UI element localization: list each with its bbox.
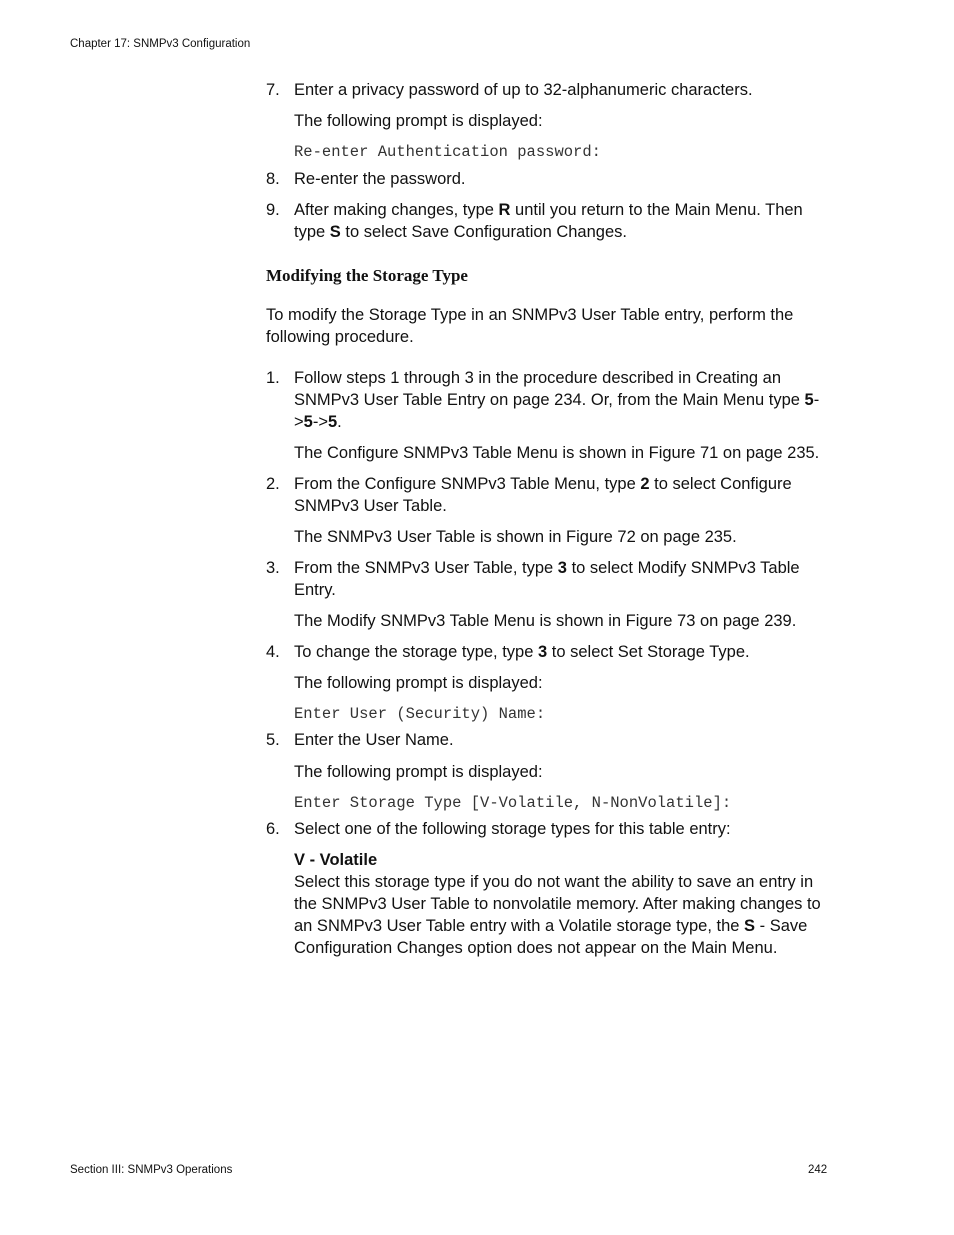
step-text [294, 643, 750, 661]
step-2 [266, 473, 836, 517]
step-5 [266, 729, 836, 751]
step-text [294, 369, 819, 431]
page-body [266, 79, 836, 959]
running-header: Chapter 17: SNMPv3 Configuration [70, 38, 251, 50]
text-run: to select Save Configuration Changes. [340, 223, 627, 241]
step-note: The following prompt is displayed: [294, 674, 543, 692]
arrow: -> [294, 391, 820, 431]
step-1 [266, 367, 836, 433]
step-number: 5. [266, 731, 280, 749]
step-text: Enter the User Name. [294, 731, 454, 749]
step-text [294, 475, 792, 515]
text-run: . [337, 413, 342, 431]
intro-paragraph: To modify the Storage Type in an SNMPv3 User Table entry, perform the following procedure. [266, 306, 794, 346]
text-run: to select Configure SNMPv3 User Table. [294, 475, 792, 515]
step-note: The Configure SNMPv3 Table Menu is shown in Figure 71 on page 235. [294, 444, 820, 462]
option-term [294, 849, 836, 871]
step-number: 3. [266, 559, 280, 577]
step-note: The following prompt is displayed: [294, 763, 543, 781]
key-letter: R [498, 201, 511, 219]
step-number: 2. [266, 475, 280, 493]
step-9 [266, 199, 836, 243]
text-run: to select Set Storage Type. [547, 643, 750, 661]
step-3 [266, 557, 836, 601]
step-text [294, 559, 800, 599]
step-note: The Modify SNMPv3 Table Menu is shown in Figure 73 on page 239. [294, 612, 797, 630]
text-run: to select Modify SNMPv3 Table Entry. [294, 559, 800, 599]
step-number: 1. [266, 369, 280, 387]
text-run: Select this storage type if you do not want the ability to save an entry in the SNMPv3 User Table to nonvolatile memory. After making changes to an SNMPv3 User Table entry with a Volatile storage type, the [294, 873, 821, 935]
step-note: The following prompt is displayed: [294, 112, 543, 130]
text-run: - Save Configuration Changes option does not appear on the Main Menu. [294, 917, 808, 957]
step-number: 8. [266, 170, 280, 188]
key-digit: 5 [804, 391, 814, 409]
text-run: From the SNMPv3 User Table, type [294, 559, 558, 577]
key-digit: 5 [327, 413, 338, 431]
step-text: Re-enter the password. [294, 170, 466, 188]
term-label: V - Volatile [294, 851, 378, 869]
step-text [294, 201, 803, 241]
key-letter: S [744, 917, 756, 935]
text-run: To change the storage type, type [294, 643, 538, 661]
key-letter: S [329, 223, 341, 241]
step-text: Enter a privacy password of up to 32-alphanumeric characters. [294, 81, 753, 99]
step-6 [266, 818, 836, 840]
step-7 [266, 79, 836, 101]
running-footer: Section III: SNMPv3 Operations [70, 1164, 233, 1176]
step-number: 4. [266, 643, 280, 661]
prompt-code: Enter User (Security) Name: [294, 705, 546, 723]
arrow: -> [312, 413, 328, 431]
step-number: 9. [266, 201, 280, 219]
option-description [294, 871, 836, 959]
key-digit: 3 [538, 643, 548, 661]
prompt-code: Enter Storage Type [V-Volatile, N-NonVolatile]: [294, 794, 732, 812]
step-text: Select one of the following storage types for this table entry: [294, 820, 731, 838]
page-number: 242 [808, 1164, 828, 1176]
text-run: until you return to the Main Menu. Then type [294, 201, 803, 241]
key-digit: 2 [640, 475, 650, 493]
key-digit: 5 [303, 413, 313, 431]
text-run: Follow steps 1 through 3 in the procedure described in Creating an SNMPv3 User Table Entry on page 234. Or, from the Main Menu type [294, 369, 805, 409]
step-number: 6. [266, 820, 280, 838]
step-8 [266, 168, 836, 190]
text-run: After making changes, type [294, 201, 499, 219]
text-run: From the Configure SNMPv3 Table Menu, type [294, 475, 641, 493]
step-note: The SNMPv3 User Table is shown in Figure 72 on page 235. [294, 528, 737, 546]
step-number: 7. [266, 81, 280, 99]
section-heading: Modifying the Storage Type [266, 266, 468, 285]
prompt-code: Re-enter Authentication password: [294, 143, 601, 161]
step-4 [266, 641, 836, 663]
key-digit: 3 [557, 559, 567, 577]
